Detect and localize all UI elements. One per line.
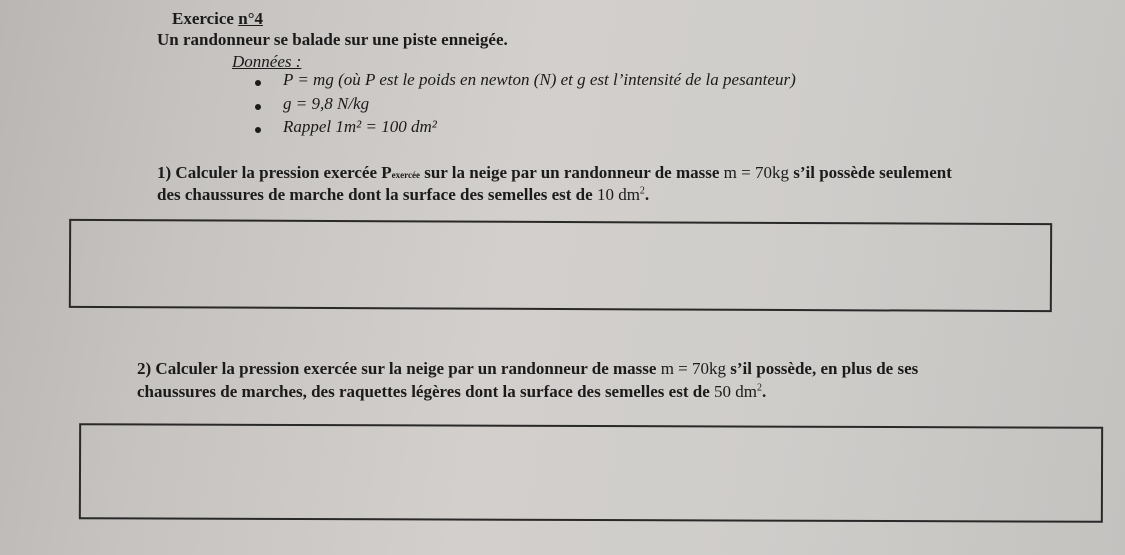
exercise-label: Exercice xyxy=(172,9,239,28)
donnee-formula: P = mg (où P est le poids en newton (N) et g est l’intensité de la pesanteur) xyxy=(283,70,796,89)
surface-value: 50 $dm^2$ xyxy=(714,382,762,401)
exercise-number: n°4 xyxy=(238,9,263,28)
mass-value: m = 70kg xyxy=(660,359,727,378)
surface-value: 10 $dm^2$ xyxy=(596,185,645,204)
question-2-line-2: chaussures de marches, des raquettes légères dont la surface des semelles est de 50 $dm^2$. xyxy=(137,382,767,401)
donnee-conversion: Rappel 1m² = 100 dm² xyxy=(283,117,437,136)
question-1-line-1: 1) Calculer la pression exercée Pexercée sur la neige par un randonneur de masse m = 70kg s’il possède seulement xyxy=(157,163,952,182)
exercise-title xyxy=(172,9,263,29)
mass-value: m = 70kg xyxy=(723,163,789,182)
donnee-gravity: g = 9,8 N/kg xyxy=(283,94,370,113)
exercise-intro: Un randonneur se balade sur une piste enneigée. xyxy=(157,30,508,49)
question-2-line-1: 2) Calculer la pression exercée sur la neige par un randonneur de masse m = 70kg s’il possède, en plus de ses xyxy=(137,359,919,378)
pressure-subscript: exercée xyxy=(391,170,420,180)
bullet-icon xyxy=(255,80,261,86)
question-1-line-2: des chaussures de marche dont la surface des semelles est de 10 $dm^2$. xyxy=(157,185,650,204)
bullet-icon xyxy=(255,127,261,133)
answer-box-1[interactable] xyxy=(69,219,1052,312)
donnees-label: Données : xyxy=(232,52,302,71)
bullet-icon xyxy=(255,104,261,110)
answer-box-2[interactable] xyxy=(79,423,1103,523)
